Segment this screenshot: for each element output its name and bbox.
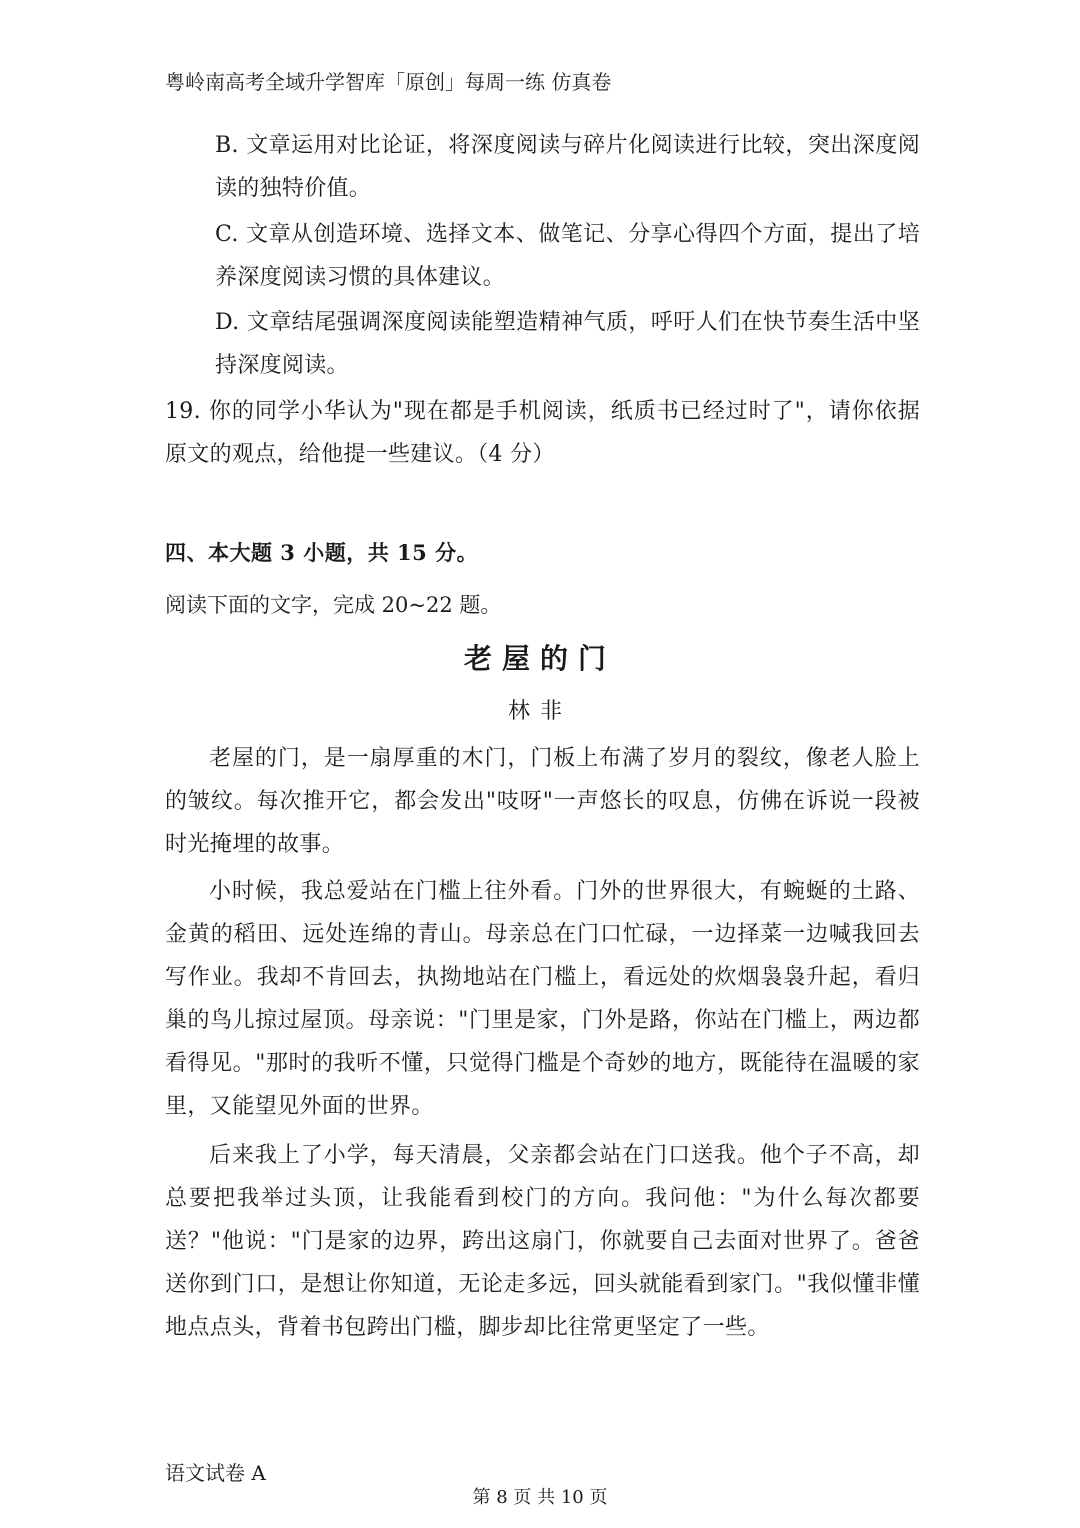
essay-title: 老屋的门 [463,642,616,675]
essay-paragraph: 后来我上了小学，每天清晨，父亲都会站在门口送我。他个子不高，却总要把我举过头顶，让我能看到校门的方向。我问他："为什么每次都要送？"他说："门是家的边界，跨出这扇门，你就要自己去面对世界了。爸爸送你到门口，是想让你知道，无论走多远，回头就能看到家门。"我似懂非懂地点点头，背着书包跨出门槛，脚步却比往常更坚定了一些。 [165,1143,920,1340]
section-title: 四、本大题 3 小题，共 15 分。 [165,540,479,565]
section-instruction: 阅读下面的文字，完成 20~22 题。 [165,593,502,617]
page-header: 粤岭南高考全域升学智库「原创」每周一练 仿真卷 [165,70,612,94]
page-number: 第 8 页 共 10 页 [472,1487,608,1508]
option-c: C. 文章从创造环境、选择文本、做笔记、分享心得四个方面，提出了培养深度阅读习惯的具体建议。 [215,222,920,290]
essay-paragraph: 小时候，我总爱站在门槛上往外看。门外的世界很大，有蜿蜒的土路、金黄的稻田、远处连绵的青山。母亲总在门口忙碌，一边择菜一边喊我回去写作业。我却不肯回去，执拗地站在门槛上，看远处的炊烟袅袅升起，看归巢的鸟儿掠过屋顶。母亲说："门里是家，门外是路，你站在门槛上，两边都看得见。"那时的我听不懂，只觉得门槛是个奇妙的地方，既能待在温暖的家里，又能望见外面的世界。 [165,879,920,1119]
essay-paragraph: 老屋的门，是一扇厚重的木门，门板上布满了岁月的裂纹，像老人脸上的皱纹。每次推开它，都会发出"吱呀"一声悠长的叹息，仿佛在诉说一段被时光掩埋的故事。 [165,746,920,857]
option-b: B. 文章运用对比论证，将深度阅读与碎片化阅读进行比较，突出深度阅读的独特价值。 [215,133,920,201]
essay-author: 林非 [507,699,572,724]
question-19: 19. 你的同学小华认为"现在都是手机阅读，纸质书已经过时了"，请你依据原文的观点，给他提一些建议。（4 分） [165,399,920,467]
paper-label: 语文试卷 A [165,1461,266,1485]
option-d: D. 文章结尾强调深度阅读能塑造精神气质，呼吁人们在快节奏生活中坚持深度阅读。 [215,310,920,378]
